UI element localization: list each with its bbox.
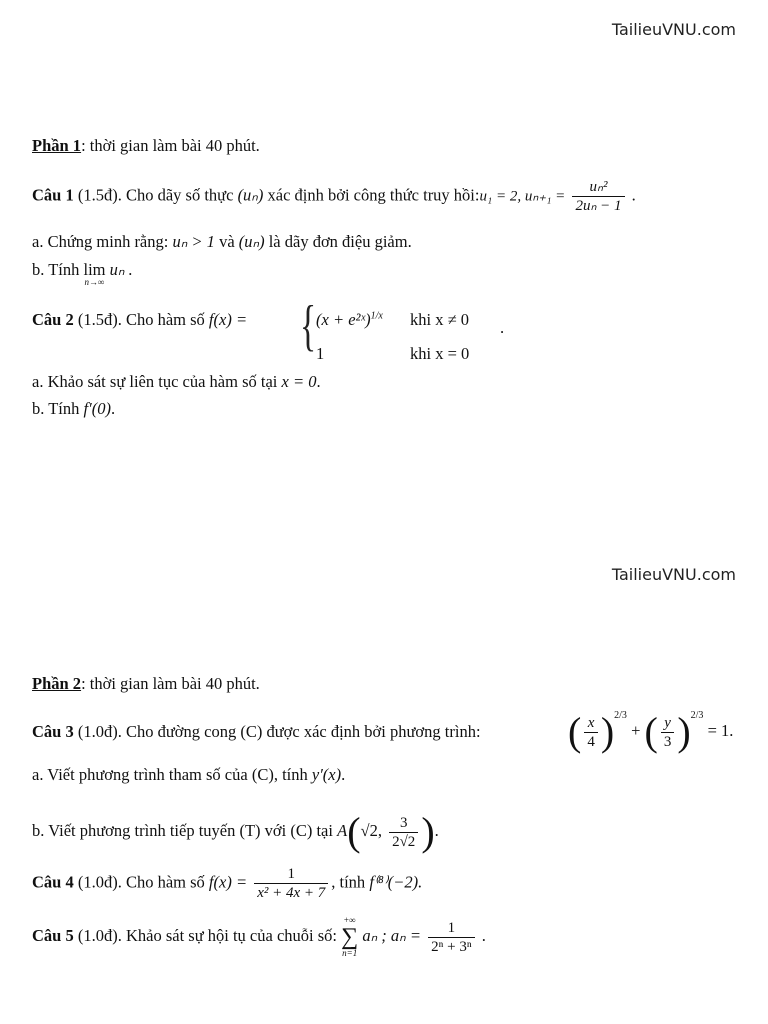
question-3a: a. Viết phương trình tham số của (C), tính y′(x). bbox=[32, 765, 346, 784]
watermark-middle: TailieuVNU.com bbox=[611, 565, 736, 584]
q3-equation: ( $\frac{x}{4}$ )$^{2/3}$ + ( $\frac{y}{3}$ )$^{2/3}$ = 1. bbox=[568, 709, 734, 754]
question-5: Câu 5 (1.0đ). Khảo sát sự hội tụ của chuỗi số: +∞ ∑ n=1 aₙ ; aₙ = $\frac{1}{\text{2ⁿ + 3ⁿ}}$ . bbox=[32, 915, 486, 958]
q1-fraction: $\frac{\text{uₙ²}}{\text{2uₙ − 1}}$ bbox=[572, 178, 624, 215]
piecewise-case-1: (x + e²ˣ)$^{1/x}$ bbox=[316, 310, 383, 329]
question-1a: a. Chứng minh rằng: uₙ > 1 và (uₙ) là dãy đơn điệu giảm. bbox=[32, 232, 412, 251]
question-3b: b. Viết phương trình tiếp tuyến (T) với (C) tại A(√2, $\frac{3}{2√2}$ ). bbox=[32, 809, 439, 854]
question-1b: b. Tính lim n→∞ uₙ . bbox=[32, 260, 133, 287]
piecewise-cond-2: khi x = 0 bbox=[410, 344, 470, 363]
limit-expression: lim n→∞ bbox=[83, 260, 106, 287]
question-2b: b. Tính f′(0). bbox=[32, 399, 116, 418]
piecewise-cond-1: khi x ≠ 0 bbox=[410, 310, 470, 329]
part2-heading: Phần 2: thời gian làm bài 40 phút. bbox=[32, 674, 260, 693]
part1-heading: Phần 1: thời gian làm bài 40 phút. bbox=[32, 136, 260, 155]
question-2: Câu 2 (1.5đ). Cho hàm số f(x) = bbox=[32, 310, 248, 329]
question-4: Câu 4 (1.0đ). Cho hàm số f(x) = $\frac{1}{\text{x² + 4x + 7}}$ , tính f⁽⁸⁾(−2). bbox=[32, 866, 423, 901]
q3-point-fraction: $\frac{3}{2√2}$ bbox=[389, 814, 418, 851]
q4-fraction: $\frac{1}{\text{x² + 4x + 7}}$ bbox=[254, 865, 328, 902]
q5-fraction: $\frac{1}{\text{2ⁿ + 3ⁿ}}$ bbox=[428, 919, 474, 956]
piecewise-brace: { bbox=[300, 295, 317, 357]
sum-symbol: +∞ ∑ n=1 bbox=[341, 915, 359, 958]
piecewise-dot: . bbox=[500, 318, 505, 337]
question-3: Câu 3 (1.0đ). Cho đường cong (C) được xác định bởi phương trình: bbox=[32, 722, 481, 741]
question-1: Câu 1 (1.5đ). Cho dãy số thực (uₙ) xác định bởi công thức truy hồi:u₁ = 2, uₙ₊₁ = $\frac{\text{uₙ²}}{\text{2uₙ − 1}}$ . bbox=[32, 179, 636, 214]
watermark-top: TailieuVNU.com bbox=[611, 20, 736, 39]
piecewise-case-2: 1 bbox=[316, 344, 325, 363]
question-2a: a. Khảo sát sự liên tục của hàm số tại x = 0. bbox=[32, 372, 321, 391]
